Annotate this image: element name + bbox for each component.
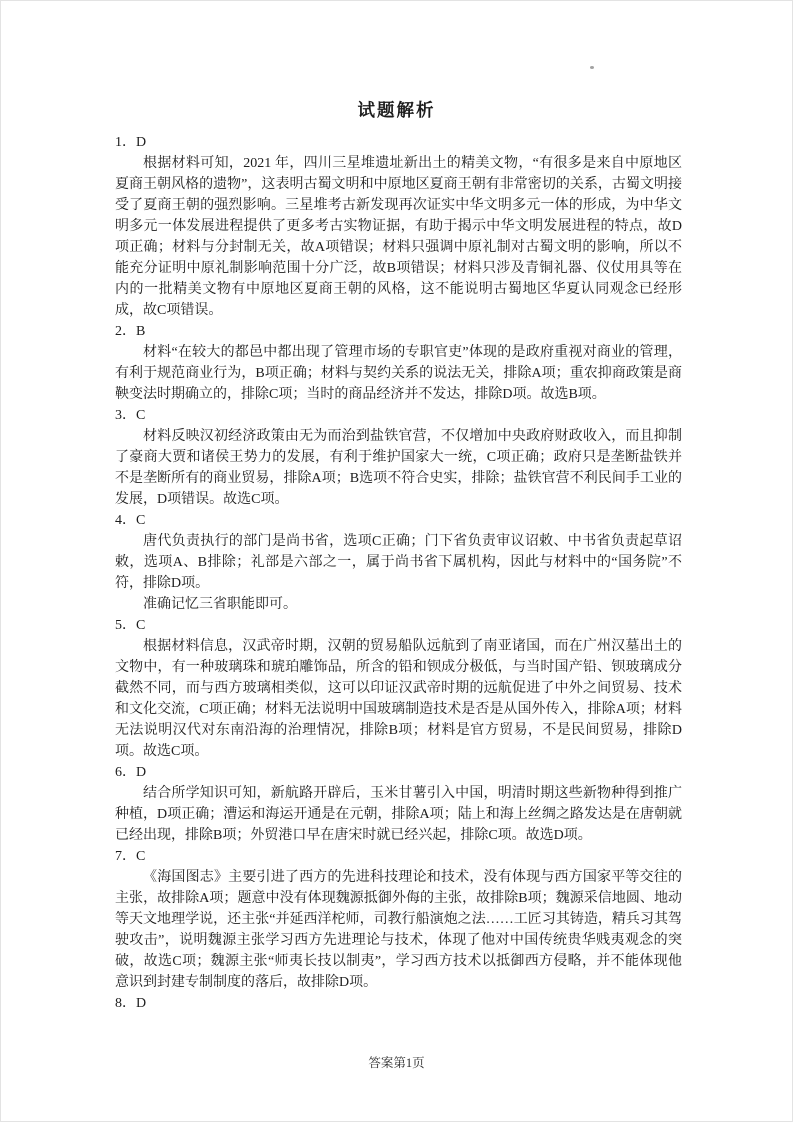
- answer-number: 6．D: [115, 765, 147, 780]
- scan-artifact-dot: [590, 66, 594, 69]
- page-footer: 答案第1页: [368, 1056, 425, 1070]
- page-title: 试题解析: [357, 100, 436, 120]
- answer-item: [115, 321, 682, 405]
- explanation-paragraph: 材料“在较大的都邑中都出现了管理市场的专职官吏”体现的是政府重视对商业的管理，有利于规范商业行为，B项正确；材料与契约关系的说法无关，排除A项；重农抑商政策是商鞅变法时期确立的，排除C项；当时的商品经济并不发达，排除D项。故选B项。: [115, 345, 682, 402]
- answer-item: [115, 762, 682, 846]
- explanation-paragraph: 《海国图志》主要引进了西方的先进科技理论和技术，没有体现与西方国家平等交往的主张，故排除A项；题意中没有体现魏源抵御外侮的主张，故排除B项；魏源采信地圆、地动等天文地理学说，还主张“并延西洋柁师，司教行船演炮之法……工匠习其铸造，精兵习其驾驶攻击”，说明魏源主张学习西方先进理论与技术，体现了他对中国传统贵华贱夷观念的突破，故选C项；魏源主张“师夷长技以制夷”，学习西方技术以抵御西方侵略，并不能体现他意识到封建专制制度的落后，故排除D项。: [115, 870, 682, 990]
- answer-item: [115, 615, 682, 762]
- answer-number: 4．C: [115, 513, 146, 528]
- answer-number: 1．D: [115, 135, 147, 150]
- explanation-paragraph: 结合所学知识可知，新航路开辟后，玉米甘薯引入中国，明清时期这些新物种得到推广种植，D项正确；漕运和海运开通是在元朝，排除A项；陆上和海上丝绸之路发达是在唐朝就已经出现，排除B项；外贸港口早在唐宋时就已经兴起，排除C项。故选D项。: [115, 786, 682, 843]
- answer-number: 7．C: [115, 849, 146, 864]
- explanation-paragraph: 根据材料可知，2021 年，四川三星堆遗址新出土的精美文物，“有很多是来自中原地区夏商王朝风格的遗物”，这表明古蜀文明和中原地区夏商王朝有非常密切的关系，古蜀文明接受了夏商王朝的强烈影响。三星堆考古新发现再次证实中华文明多元一体的形成，为中华文明多元一体发展进程提供了更多考古实物证据，有助于揭示中华文明发展进程的特点，故D项正确；材料与分封制无关，故A项错误；材料只强调中原礼制对古蜀文明的影响，所以不能充分证明中原礼制影响范围十分广泛，故B项错误；材料只涉及青铜礼器、仪仗用具等在内的一批精美文物有中原地区夏商王朝的风格，这不能说明古蜀地区华夏认同观念已经形成，故C项错误。: [115, 156, 682, 318]
- document-content: [115, 132, 682, 1014]
- answer-number: 2．B: [115, 324, 146, 339]
- answer-number: 5．C: [115, 618, 146, 633]
- explanation-paragraph: 准确记忆三省职能即可。: [143, 597, 297, 612]
- explanation-paragraph: 根据材料信息，汉武帝时期，汉朝的贸易船队远航到了南亚诸国，而在广州汉墓出土的文物中，有一种玻璃珠和琥珀雕饰品，所含的铅和钡成分极低，与当时国产铅、钡玻璃成分截然不同，而与西方玻璃相类似，这可以印证汉武帝时期的远航促进了中外之间贸易、技术和文化交流，C项正确；材料无法说明中国玻璃制造技术是否是从国外传入，排除A项；材料无法说明汉代对东南沿海的治理情况，排除B项；材料是官方贸易，不是民间贸易，排除D项。故选C项。: [115, 639, 682, 759]
- answer-number: 8．D: [115, 996, 147, 1011]
- answer-item: [115, 993, 682, 1014]
- explanation-paragraph: 材料反映汉初经济政策由无为而治到盐铁官营，不仅增加中央政府财政收入，而且抑制了豪商大贾和诸侯王势力的发展，有利于维护国家大一统，C项正确；政府只是垄断盐铁并不是垄断所有的商业贸易，排除A项；B选项不符合史实，排除；盐铁官营不利民间手工业的发展，D项错误。故选C项。: [115, 429, 682, 507]
- answer-item: [115, 405, 682, 510]
- answer-item: [115, 846, 682, 993]
- answer-number: 3．C: [115, 408, 146, 423]
- answer-item: [115, 510, 682, 615]
- explanation-paragraph: 唐代负责执行的部门是尚书省，选项C正确；门下省负责审议诏敕、中书省负责起草诏敕，选项A、B排除；礼部是六部之一，属于尚书省下属机构，因此与材料中的“国务院”不符，排除D项。: [115, 534, 682, 591]
- answer-item: [115, 132, 682, 321]
